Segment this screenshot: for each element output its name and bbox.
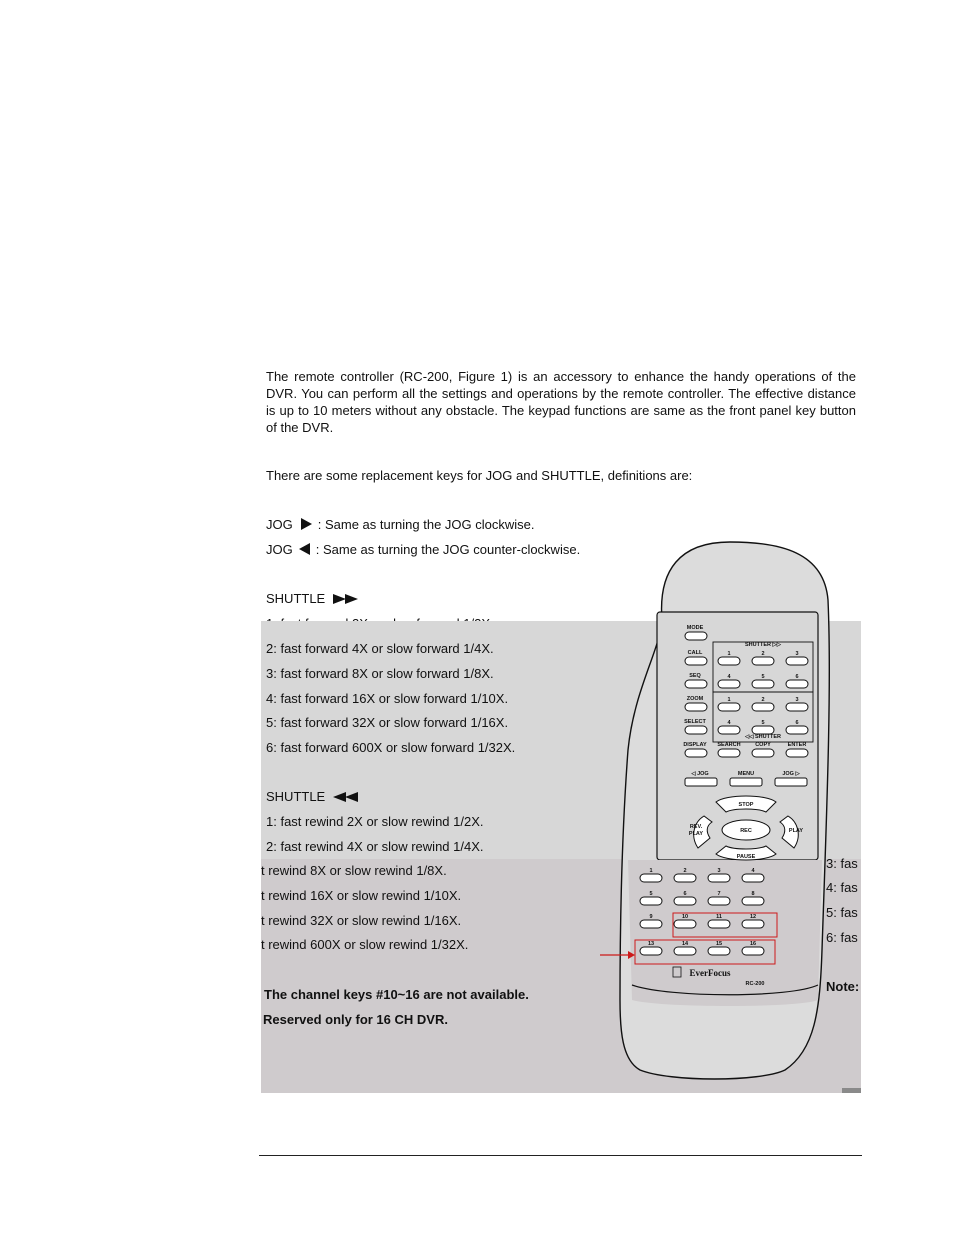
shutter-forward-label: SHUTTER ▷▷ xyxy=(745,642,781,648)
play-left-icon xyxy=(299,543,310,555)
channel-key-14-button[interactable] xyxy=(674,947,696,955)
shuttle-forward-item: 2: fast forward 4X or slow forward 1/4X. xyxy=(266,641,494,656)
channel-key-6-button[interactable] xyxy=(674,897,696,905)
channel-key-2-label: 2 xyxy=(683,868,687,874)
shutter-key-12-button[interactable] xyxy=(786,726,808,734)
jog-counter-line xyxy=(266,541,580,558)
play-right-icon xyxy=(301,518,312,530)
shutter-key-12-label: 6 xyxy=(795,720,799,726)
rev-play-label-1: REV. xyxy=(689,824,703,830)
shutter-key-10-button[interactable] xyxy=(718,726,740,734)
right-cut-item: 6: fas xyxy=(826,930,858,945)
shutter-key-2-button[interactable] xyxy=(752,657,774,665)
shutter-key-7-button[interactable] xyxy=(718,703,740,711)
rec-label: REC xyxy=(740,828,752,834)
copy-button[interactable] xyxy=(752,749,774,757)
shuttle-rewind-cut-item: t rewind 16X or slow rewind 1/10X. xyxy=(261,888,462,903)
channel-key-4-label: 4 xyxy=(751,868,755,874)
shuttle-rewind-cut-item: t rewind 8X or slow rewind 1/8X. xyxy=(261,863,447,878)
channel-key-9-button[interactable] xyxy=(640,920,662,928)
right-cut-item: 5: fas xyxy=(826,905,858,920)
shutter-key-2-label: 2 xyxy=(761,651,765,657)
play-label: PLAY xyxy=(788,828,804,834)
shutter-key-5-label: 5 xyxy=(761,674,765,680)
shuttle-forward-item: 6: fast forward 600X or slow forward 1/32X. xyxy=(266,740,516,755)
mode-button[interactable] xyxy=(685,632,707,640)
pause-label: PAUSE xyxy=(736,854,756,860)
channel-key-8-button[interactable] xyxy=(742,897,764,905)
shutter-key-6-button[interactable] xyxy=(786,680,808,688)
channel-key-1-button[interactable] xyxy=(640,874,662,882)
shutter-key-11-label: 5 xyxy=(761,720,765,726)
stop-label: STOP xyxy=(738,802,754,808)
zoom-button[interactable] xyxy=(685,703,707,711)
channel-key-5-label: 5 xyxy=(649,891,653,897)
enter-label: ENTER xyxy=(787,742,807,748)
jog-clockwise-line xyxy=(266,516,535,533)
jog-left-button[interactable] xyxy=(685,778,717,786)
call-label: CALL xyxy=(687,650,703,656)
channel-key-16-button[interactable] xyxy=(742,947,764,955)
select-button[interactable] xyxy=(685,726,707,734)
shutter-key-3-label: 3 xyxy=(795,651,799,657)
shuttle-forward-title: SHUTTLE xyxy=(266,590,359,607)
channel-key-7-label: 7 xyxy=(717,891,721,897)
channel-key-9-label: 9 xyxy=(649,914,653,920)
callout-line-1: The channel keys #10~16 are not available. xyxy=(264,987,529,1002)
channel-key-10-button[interactable] xyxy=(674,920,696,928)
shuttle-forward-item: 4: fast forward 16X or slow forward 1/10X. xyxy=(266,691,509,706)
channel-key-4-button[interactable] xyxy=(742,874,764,882)
right-cut-item: 4: fas xyxy=(826,880,858,895)
shuttle-rewind-title: SHUTTLE xyxy=(266,788,359,805)
shutter-key-6-label: 6 xyxy=(795,674,799,680)
shutter-key-10-label: 4 xyxy=(727,720,731,726)
display-button[interactable] xyxy=(685,749,707,757)
channel-key-15-label: 15 xyxy=(715,941,723,947)
jog-left-label: ◁ JOG xyxy=(691,771,709,777)
copy-label: COPY xyxy=(755,742,771,748)
channel-key-3-label: 3 xyxy=(717,868,721,874)
channel-key-13-label: 13 xyxy=(647,941,655,947)
channel-key-5-button[interactable] xyxy=(640,897,662,905)
channel-key-12-label: 12 xyxy=(749,914,757,920)
call-button[interactable] xyxy=(685,657,707,665)
remote-controller-figure xyxy=(600,530,860,1090)
jog-word: JOG xyxy=(266,517,293,532)
right-cut-item: 3: fas xyxy=(826,856,858,871)
rewind-icon xyxy=(333,792,359,802)
jog-right-button[interactable] xyxy=(775,778,807,786)
shutter-key-4-label: 4 xyxy=(727,674,731,680)
shutter-key-1-label: 1 xyxy=(727,651,731,657)
seq-button[interactable] xyxy=(685,680,707,688)
seq-label: SEQ xyxy=(689,673,701,679)
shutter-key-8-label: 2 xyxy=(761,697,765,703)
shutter-key-9-button[interactable] xyxy=(786,703,808,711)
jog-counter-text: : Same as turning the JOG counter-clockwise. xyxy=(315,542,581,557)
channel-key-11-label: 11 xyxy=(716,914,722,920)
mode-label: MODE xyxy=(686,625,704,631)
fast-forward-icon xyxy=(333,594,359,604)
channel-key-15-button[interactable] xyxy=(708,947,730,955)
menu-label: MENU xyxy=(737,771,755,777)
callout-line-2: Reserved only for 16 CH DVR. xyxy=(263,1012,448,1027)
channel-key-2-button[interactable] xyxy=(674,874,696,882)
jog-clockwise-text: : Same as turning the JOG clockwise. xyxy=(317,517,535,532)
channel-key-1-label: 1 xyxy=(649,868,653,874)
shuttle-forward-item: 3: fast forward 8X or slow forward 1/8X. xyxy=(266,666,494,681)
zoom-label: ZOOM xyxy=(686,696,704,702)
shutter-key-7-label: 1 xyxy=(727,697,731,703)
channel-key-6-label: 6 xyxy=(683,891,687,897)
intro-paragraph: The remote controller (RC-200, Figure 1) is an accessory to enhance the handy operations of the DVR. You can perform all the settings and operations by the remote controller. The effective distance is up to 10 meters without any obstacle. The keypad functions are same as the front panel key button of the DVR. xyxy=(266,369,856,435)
channel-key-8-label: 8 xyxy=(751,891,755,897)
right-note-label: Note: xyxy=(826,979,860,994)
shutter-key-5-button[interactable] xyxy=(752,680,774,688)
jog-right-label: JOG ▷ xyxy=(782,771,800,777)
search-button[interactable] xyxy=(718,749,740,757)
display-label: DISPLAY xyxy=(683,742,707,748)
shutter-key-3-button[interactable] xyxy=(786,657,808,665)
shutter-key-8-button[interactable] xyxy=(752,703,774,711)
jog-word: JOG xyxy=(266,542,293,557)
shutter-key-4-button[interactable] xyxy=(718,680,740,688)
channel-key-11-button[interactable] xyxy=(708,920,730,928)
footer-rule xyxy=(259,1155,862,1156)
channel-key-12-button[interactable] xyxy=(742,920,764,928)
menu-button[interactable] xyxy=(730,778,762,786)
shuttle-rewind-item: 2: fast rewind 4X or slow rewind 1/4X. xyxy=(266,839,484,854)
replacement-keys-text: There are some replacement keys for JOG and SHUTTLE, definitions are: xyxy=(266,468,693,483)
rev-play-label-2: PLAY xyxy=(688,831,704,837)
shutter-key-9-label: 3 xyxy=(795,697,799,703)
shutter-key-11-button[interactable] xyxy=(752,726,774,734)
model-label: RC-200 xyxy=(745,981,765,987)
enter-button[interactable] xyxy=(786,749,808,757)
channel-key-13-button[interactable] xyxy=(640,947,662,955)
channel-key-14-label: 14 xyxy=(681,941,689,947)
brand-label: EverFocus xyxy=(689,968,731,978)
select-label: SELECT xyxy=(684,719,706,725)
search-label: SEARCH xyxy=(717,742,741,748)
shutter-key-1-button[interactable] xyxy=(718,657,740,665)
shuttle-forward-item: 5: fast forward 32X or slow forward 1/16X. xyxy=(266,715,509,730)
shuttle-rewind-item: 1: fast rewind 2X or slow rewind 1/2X. xyxy=(266,814,484,829)
channel-key-10-label: 10 xyxy=(681,914,689,920)
shuttle-rewind-cut-item: t rewind 32X or slow rewind 1/16X. xyxy=(261,913,462,928)
channel-key-7-button[interactable] xyxy=(708,897,730,905)
shutter-rewind-label: ◁◁ SHUTTER xyxy=(745,734,781,740)
channel-key-16-label: 16 xyxy=(749,941,757,947)
shuttle-rewind-cut-item: t rewind 600X or slow rewind 1/32X. xyxy=(261,937,469,952)
channel-key-3-button[interactable] xyxy=(708,874,730,882)
